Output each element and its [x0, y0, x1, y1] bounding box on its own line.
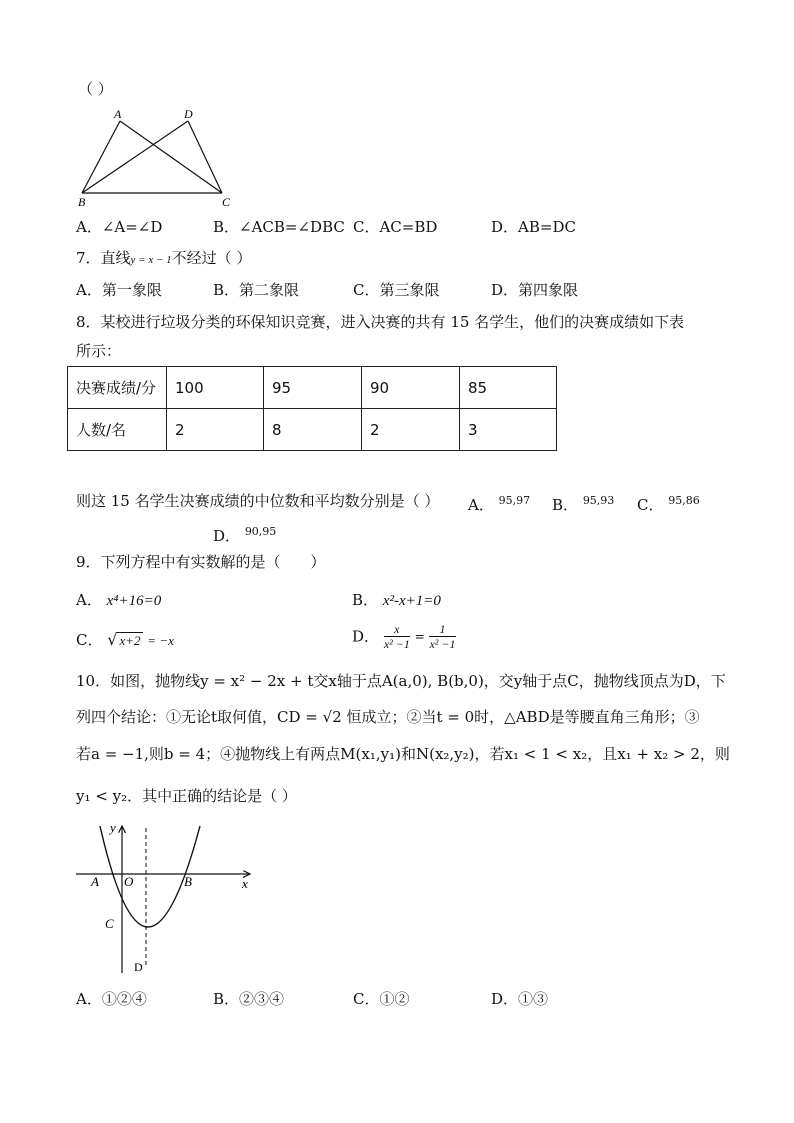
label-d: D — [184, 107, 193, 121]
q6-option-b: B．∠ACB=∠DBC — [213, 218, 345, 236]
table-cell: 决赛成绩/分 — [68, 367, 167, 409]
label-b: B — [184, 874, 192, 889]
q8-option-c: C． $^{95,86}$ — [637, 494, 700, 514]
q9-option-a: A． x⁴+16=0 — [76, 591, 162, 609]
q10-stem-line2: 列四个结论：①无论t取何值，CD = √2 恒成立；②当t = 0时，△ABD是等腰直角三角形；③ — [76, 708, 700, 726]
score-table — [67, 366, 557, 451]
q10-stem-line3: 若a = −1,则b = 4；④抛物线上有两点M(x₁,y₁)和N(x₂,y₂)，若x₁ < 1 < x₂，且x₁ + x₂ > 2，则 — [76, 745, 730, 763]
table-cell: 2 — [362, 409, 460, 451]
q8-option-a: A． $^{95,97}$ — [468, 494, 531, 514]
table-cell: 85 — [460, 367, 557, 409]
q8-option-b: B． $^{95,93}$ — [552, 494, 615, 514]
table-cell: 100 — [167, 367, 264, 409]
label-c: C — [222, 195, 231, 209]
parabola-graph — [72, 818, 262, 978]
label-a: A — [91, 874, 99, 889]
q10-option-b: B．②③④ — [213, 990, 285, 1008]
q6-option-d: D．AB=DC — [491, 218, 576, 236]
label-d: D — [134, 960, 143, 974]
table-cell: 95 — [264, 367, 362, 409]
table-cell: 8 — [264, 409, 362, 451]
label-o: O — [124, 874, 134, 889]
q9-option-b: B． x²-x+1=0 — [352, 591, 441, 609]
q7-option-b: B．第二象限 — [213, 281, 300, 299]
table-row — [68, 409, 557, 451]
table-row — [68, 367, 557, 409]
q10-option-c: C．①② — [353, 990, 410, 1008]
q9-option-c: C． √ x+2 = −x — [76, 630, 174, 649]
triangle-figure — [72, 105, 242, 210]
q10-option-a: A．①②④ — [76, 990, 147, 1008]
table-cell: 人数/名 — [68, 409, 167, 451]
table-cell: 3 — [460, 409, 557, 451]
q8-option-d: D． $^{90,95}$ — [213, 525, 277, 545]
q8-stem-line1: 8．某校进行垃圾分类的环保知识竞赛，进入决赛的共有 15 名学生，他们的决赛成绩如下表 — [76, 313, 685, 331]
q10-stem-line1: 10．如图，抛物线y = x² − 2x + t交x轴于点A(a,0), B(b,0)，交y轴于点C，抛物线顶点为D，下 — [76, 672, 726, 690]
label-a: A — [114, 107, 122, 121]
q10-stem-line4: y₁ < y₂．其中正确的结论是（ ） — [76, 787, 297, 805]
q6-option-c: C．AC=BD — [353, 218, 438, 236]
q10-option-d: D．①③ — [491, 990, 549, 1008]
q9-stem: 9．下列方程中有实数解的是（ ） — [76, 553, 326, 571]
q8-question: 则这 15 名学生决赛成绩的中位数和平均数分别是（ ） — [76, 492, 440, 510]
label-b: B — [78, 195, 86, 209]
label-x: x — [242, 876, 248, 891]
label-y: y — [110, 820, 116, 835]
q7-equation: y = x − 1 — [130, 254, 172, 266]
q8-stem-line2: 所示： — [76, 342, 122, 360]
label-c: C — [105, 916, 114, 931]
q7-option-c: C．第三象限 — [353, 281, 440, 299]
q7-stem: 7．直线y = x − 1不经过（ ） — [76, 249, 252, 267]
q6-answer-paren: （ ） — [78, 80, 113, 98]
table-cell: 90 — [362, 367, 460, 409]
q7-option-a: A．第一象限 — [76, 281, 162, 299]
table-cell: 2 — [167, 409, 264, 451]
q9-option-d: D． $\frac{x}{\text{x² −1}}$ = $\frac{1}{\text{x² −1}}$ — [352, 622, 456, 651]
q7-option-d: D．第四象限 — [491, 281, 579, 299]
q6-option-a: A．∠A=∠D — [76, 218, 163, 236]
